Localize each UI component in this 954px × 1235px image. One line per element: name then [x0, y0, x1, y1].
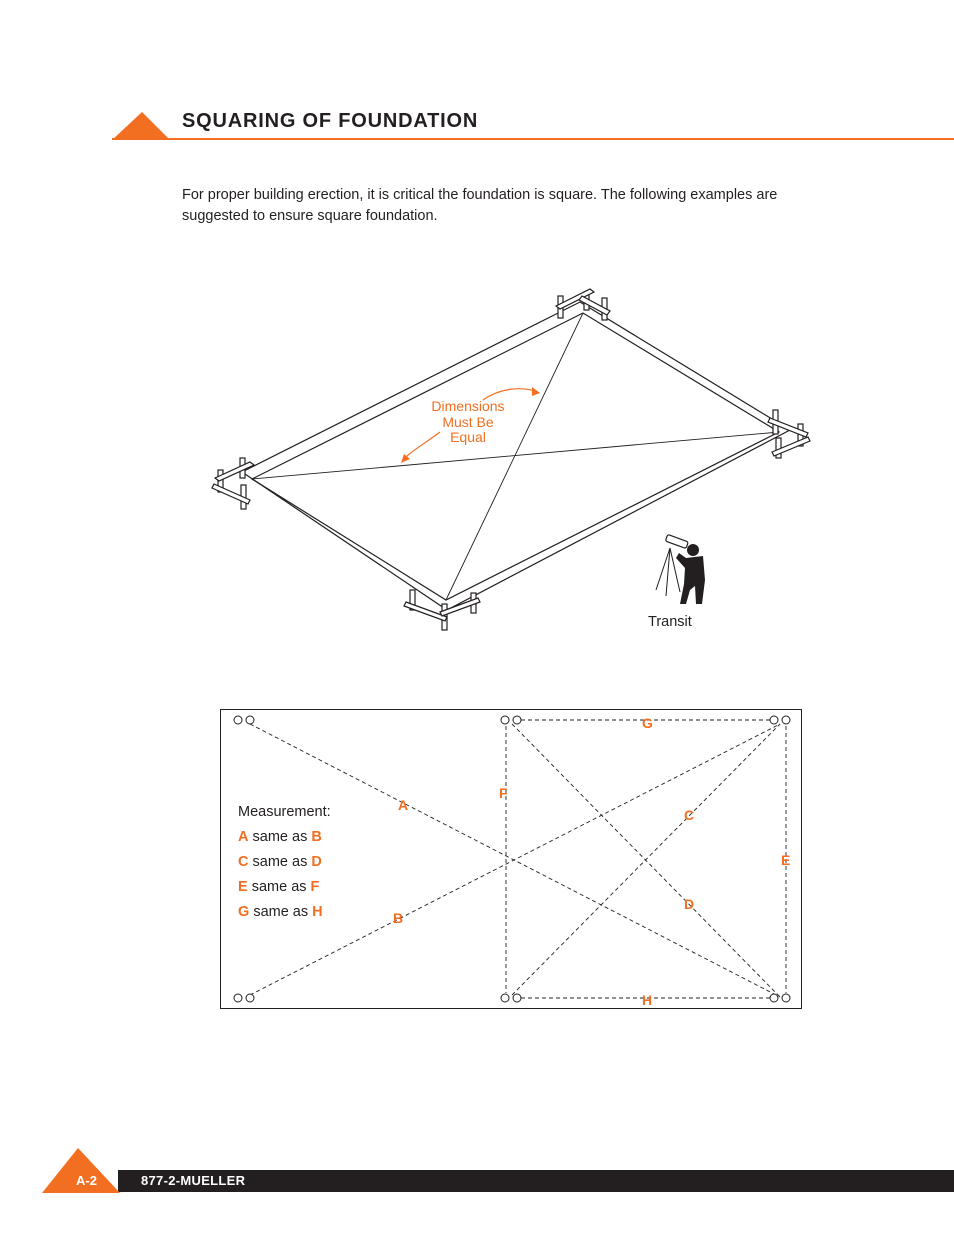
label-c: C — [684, 807, 695, 823]
legend-row: G same as H — [238, 904, 323, 920]
legend-row: A same as B — [238, 829, 322, 845]
legend-heading: Measurement: — [238, 804, 331, 820]
label-a: A — [398, 797, 409, 813]
label-h: H — [642, 992, 653, 1008]
legend-row: C same as D — [238, 854, 322, 870]
label-g: G — [642, 715, 653, 731]
label-e: E — [781, 852, 791, 868]
label-d: D — [684, 896, 695, 912]
intro-paragraph: For proper building erection, it is critical the foundation is square. The following examples are suggested to ensure square foundation. — [182, 187, 778, 224]
measurement-legend — [238, 803, 331, 928]
page-title: SQUARING OF FOUNDATION — [182, 110, 479, 132]
footer-phone: 877-2-MUELLER — [141, 1173, 246, 1188]
transit-label: Transit — [648, 614, 692, 630]
legend-row: E same as F — [238, 879, 320, 895]
dimensions-callout: Dimensions Must Be Equal — [431, 398, 505, 445]
label-b: B — [393, 910, 404, 926]
page-number: A-2 — [76, 1173, 97, 1188]
label-f: F — [499, 785, 508, 801]
